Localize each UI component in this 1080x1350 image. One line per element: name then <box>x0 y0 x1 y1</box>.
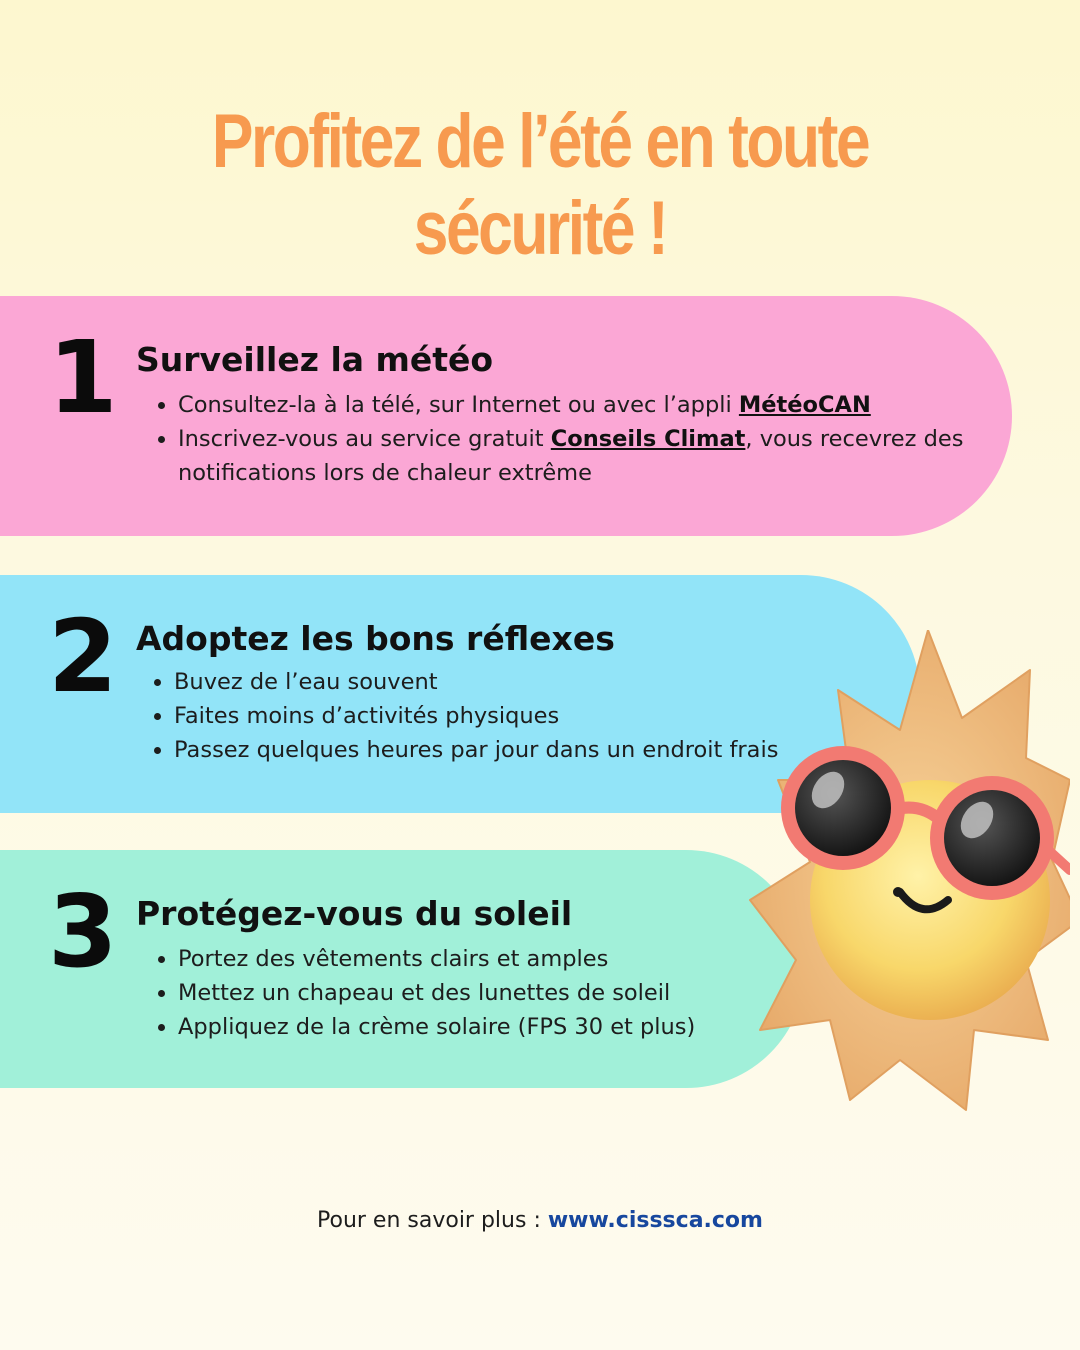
section-card-sun-protection <box>0 850 805 1088</box>
conseils-climat-link[interactable]: Conseils Climat <box>550 426 746 452</box>
meteocan-link[interactable]: MétéoCAN <box>738 392 871 418</box>
page-title: Profitez de l’été en toute sécurité ! <box>211 99 869 271</box>
section-number: 2 <box>48 598 118 715</box>
section-list <box>146 388 978 490</box>
list-item-text: Inscrivez-vous au service gratuit <box>178 426 551 452</box>
list-item: • Mettez un chapeau et des lunettes de soleil <box>178 976 798 1010</box>
glasses-right-lens <box>944 790 1040 886</box>
list-item-text: Consultez-la à la télé, sur Internet ou avec l’appli <box>178 392 739 418</box>
glasses-left-lens <box>795 760 891 856</box>
section-heading: Surveillez la météo <box>136 340 494 379</box>
list-item: • Portez des vêtements clairs et amples <box>178 942 798 976</box>
sun-with-sunglasses-icon <box>730 630 1070 1130</box>
section-number: 3 <box>48 873 118 990</box>
list-item: • Appliquez de la crème solaire (FPS 30 et plus) <box>178 1010 798 1044</box>
section-card-weather <box>0 296 1012 536</box>
list-item <box>178 422 978 490</box>
list-item: • Faites moins d’activités physiques <box>174 699 874 733</box>
list-item-text: , vous recevrez des notifications lors de chaleur extrême <box>178 426 964 486</box>
list-item: • Buvez de l’eau souvent <box>174 665 874 699</box>
footer-label: Pour en savoir plus : <box>317 1208 548 1233</box>
footer <box>0 1208 1080 1233</box>
section-number: 1 <box>48 319 118 436</box>
list-item <box>178 388 978 422</box>
list-item: • Passez quelques heures par jour dans un endroit frais <box>174 733 874 767</box>
section-heading: Adoptez les bons réflexes <box>136 619 615 658</box>
section-heading: Protégez-vous du soleil <box>136 894 573 933</box>
footer-website-link[interactable]: www.cisssca.com <box>547 1208 763 1233</box>
section-list <box>146 942 798 1044</box>
